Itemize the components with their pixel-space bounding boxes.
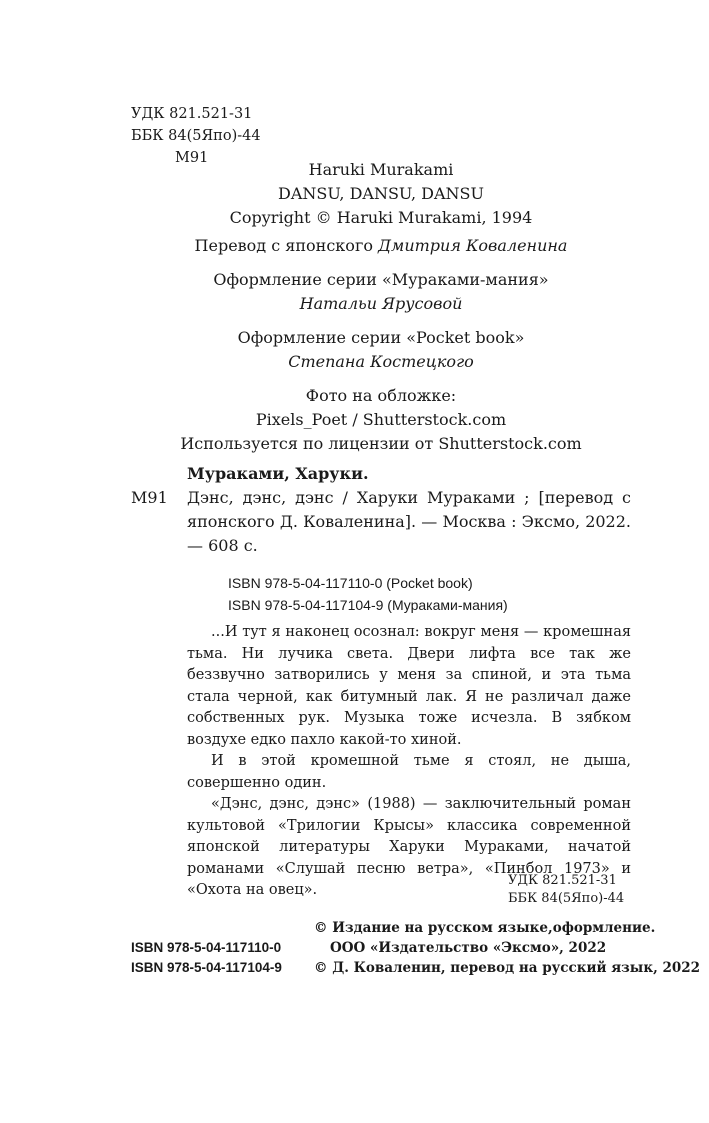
series-design-credit-2 (131, 326, 631, 374)
annotation-paragraph-3: «Дэнс, дэнс, дэнс» (1988) — заключительный роман культовой «Трилогии Крысы» классика современной японской литературы Харуки Мураками, начатой романами «Слушай песню ветра», «Пинбол 1973» и «Охота на овец». (187, 796, 631, 898)
cover-photo-source: Pixels_Poet / Shutterstock.com (255, 410, 507, 429)
translation-prefix: Перевод с японского (194, 236, 373, 255)
original-title: DANSU, DANSU, DANSU (278, 184, 484, 203)
annotation (187, 622, 631, 902)
license-note: Используется по лицензии от Shutterstock.com (180, 434, 582, 453)
original-author: Haruki Murakami (308, 160, 454, 179)
author-mark: М91 (175, 150, 209, 166)
author-heading: Мураками, Харуки. (187, 464, 369, 483)
bbk-code: ББК 84(5Япо)-44 (131, 128, 261, 144)
credits-block (131, 158, 631, 466)
annotation-paragraph-2: И в этой кромешной тьме я стоял, не дыша, совершенно один. (187, 753, 631, 791)
footer-isbn-1: ISBN 978-5-04-117110-0 (131, 940, 282, 955)
rights-line-3: © Д. Коваленин, перевод на русский язык, 2022 (314, 960, 701, 976)
copyright-line: Copyright © Haruki Murakami, 1994 (229, 208, 533, 227)
series-designer-1: Натальи Ярусовой (299, 294, 463, 313)
series-design-credit-1 (131, 268, 631, 316)
series-design-label-1: Оформление серии «Мураками-мания» (213, 270, 549, 289)
cover-photo-label: Фото на обложке: (305, 386, 457, 405)
annotation-paragraph-1: ...И тут я наконец осознал: вокруг меня — кромешная тьма. Ни лучика света. Двери лифта все так же беззвучно затворились у меня за спиной, и эта тьма стала черной, как битумный лак. Я не различал даже собственных рук. Музыка тоже исчезла. В зябком воздухе едко пахло какой-то хиной. (187, 624, 631, 748)
series-designer-2: Степана Костецкого (288, 352, 474, 371)
rights-line-2: ООО «Издательство «Эксмо», 2022 (330, 940, 607, 956)
translation-credit (131, 234, 631, 258)
annotation-udk: УДК 821.521-31 (508, 873, 617, 888)
original-edition (131, 158, 631, 230)
cover-photo-credit (131, 384, 631, 456)
bibliographic-record (131, 462, 631, 616)
entry-code: М91 (131, 488, 168, 507)
bibliographic-entry (131, 486, 631, 558)
annotation-bbk: ББК 84(5Япо)-44 (508, 891, 625, 906)
isbn-pocket-book: ISBN 978-5-04-117110-0 (Pocket book) (228, 575, 473, 591)
isbn-murakami-mania: ISBN 978-5-04-117104-9 (Мураками-мания) (228, 597, 508, 613)
footer-row-3 (131, 958, 701, 978)
isbn-list (131, 572, 631, 616)
footer-isbn-2: ISBN 978-5-04-117104-9 (131, 960, 282, 975)
udk-code: УДК 821.521-31 (131, 106, 253, 122)
footer-row-2 (131, 938, 631, 958)
annotation-codes (508, 872, 624, 908)
entry-description: Дэнс, дэнс, дэнс / Харуки Мураками ; [перевод с японского Д. Коваленина]. — Москва : Эксмо, 2022. — 608 с. (187, 488, 631, 555)
rights-line-1: © Издание на русском языке,оформление. (314, 920, 656, 936)
rights-footer (131, 918, 701, 978)
series-design-label-2: Оформление серии «Pocket book» (237, 328, 525, 347)
footer-row-1 (131, 918, 656, 938)
translator-name: Дмитрия Коваленина (378, 236, 568, 255)
